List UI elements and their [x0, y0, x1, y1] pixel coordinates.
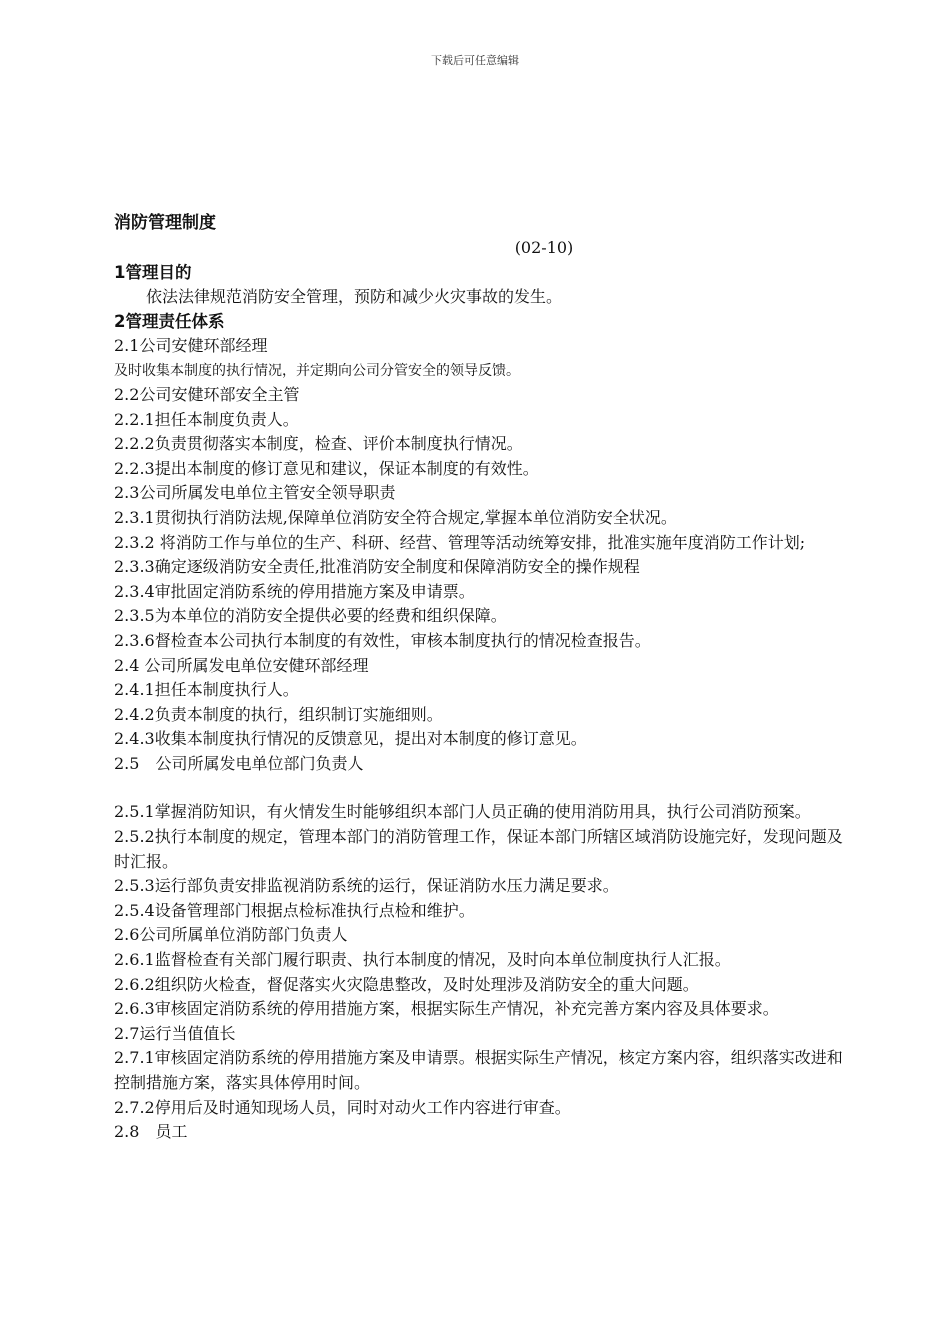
- list-item: 2.5.4设备管理部门根据点检标准执行点检和维护。: [114, 900, 475, 920]
- list-item: 2.5.3运行部负责安排监视消防系统的运行，保证消防水压力满足要求。: [114, 876, 619, 896]
- list-item: 2.5.2执行本制度的规定，管理本部门的消防管理工作，保证本部门所辖区域消防设施完好，发现问题及时汇报。: [114, 827, 843, 871]
- document-code: (02-10): [514, 238, 574, 257]
- paragraph: 及时收集本制度的执行情况，并定期向公司分管安全的领导反馈。: [114, 362, 520, 379]
- subsection-heading: 2.7运行当值值长: [114, 1023, 236, 1043]
- subsection-heading: 2.1公司安健环部经理: [114, 336, 268, 356]
- list-item: 2.3.4审批固定消防系统的停用措施方案及申请票。: [114, 581, 475, 601]
- section-heading-1: 1管理目的: [114, 262, 192, 282]
- list-item: 2.2.2负责贯彻落实本制度，检查、评价本制度执行情况。: [114, 434, 523, 454]
- list-item: 2.3.5为本单位的消防安全提供必要的经费和组织保障。: [114, 606, 507, 626]
- list-item: 2.3.1贯彻执行消防法规,保障单位消防安全符合规定,掌握本单位消防安全状况。: [114, 507, 677, 527]
- list-item: 2.3.6督检查本公司执行本制度的有效性，审核本制度执行的情况检查报告。: [114, 630, 651, 650]
- subsection-heading: 2.3公司所属发电单位主管安全领导职责: [114, 483, 396, 503]
- list-item: 2.6.3审核固定消防系统的停用措施方案，根据实际生产情况，补充完善方案内容及具体要求。: [114, 999, 779, 1019]
- list-item: 2.6.2组织防火检查，督促落实火灾隐患整改，及时处理涉及消防安全的重大问题。: [114, 974, 699, 994]
- subsection-heading: 2.4 公司所属发电单位安健环部经理: [114, 655, 369, 675]
- subsection-heading: 2.8 员工: [114, 1122, 188, 1142]
- document-body: [114, 211, 854, 1145]
- subsection-heading: 2.5 公司所属发电单位部门负责人: [114, 753, 364, 773]
- page-header: 下载后可任意编辑: [431, 54, 519, 67]
- subsection-heading: 2.6公司所属单位消防部门负责人: [114, 925, 348, 945]
- paragraph: 依法法律规范消防安全管理，预防和减少火灾事故的发生。: [146, 287, 563, 307]
- section-heading-2: 2管理责任体系: [114, 311, 225, 331]
- list-item: 2.4.2负责本制度的执行，组织制订实施细则。: [114, 704, 443, 724]
- list-item: 2.5.1掌握消防知识，有火情发生时能够组织本部门人员正确的使用消防用具，执行公司消防预案。: [114, 802, 811, 822]
- list-item: 2.6.1监督检查有关部门履行职责、执行本制度的情况，及时向本单位制度执行人汇报。: [114, 950, 731, 970]
- list-item: 2.7.2停用后及时通知现场人员，同时对动火工作内容进行审查。: [114, 1097, 571, 1117]
- list-item: 2.3.2 将消防工作与单位的生产、科研、经营、管理等活动统筹安排，批准实施年度消防工作计划;: [114, 532, 806, 552]
- document-title: 消防管理制度: [114, 213, 216, 233]
- list-item: 2.4.1担任本制度执行人。: [114, 680, 299, 700]
- list-item: 2.2.1担任本制度负责人。: [114, 409, 299, 429]
- blank-line: [114, 776, 854, 800]
- list-item: 2.2.3提出本制度的修订意见和建议，保证本制度的有效性。: [114, 458, 539, 478]
- subsection-heading: 2.2公司安健环部安全主管: [114, 384, 300, 404]
- list-item: 2.3.3确定逐级消防安全责任,批准消防安全制度和保障消防安全的操作规程: [114, 557, 640, 577]
- list-item: 2.4.3收集本制度执行情况的反馈意见，提出对本制度的修订意见。: [114, 729, 587, 749]
- list-item: 2.7.1审核固定消防系统的停用措施方案及申请票。根据实际生产情况，核定方案内容，组织落实改进和控制措施方案，落实具体停用时间。: [114, 1048, 843, 1092]
